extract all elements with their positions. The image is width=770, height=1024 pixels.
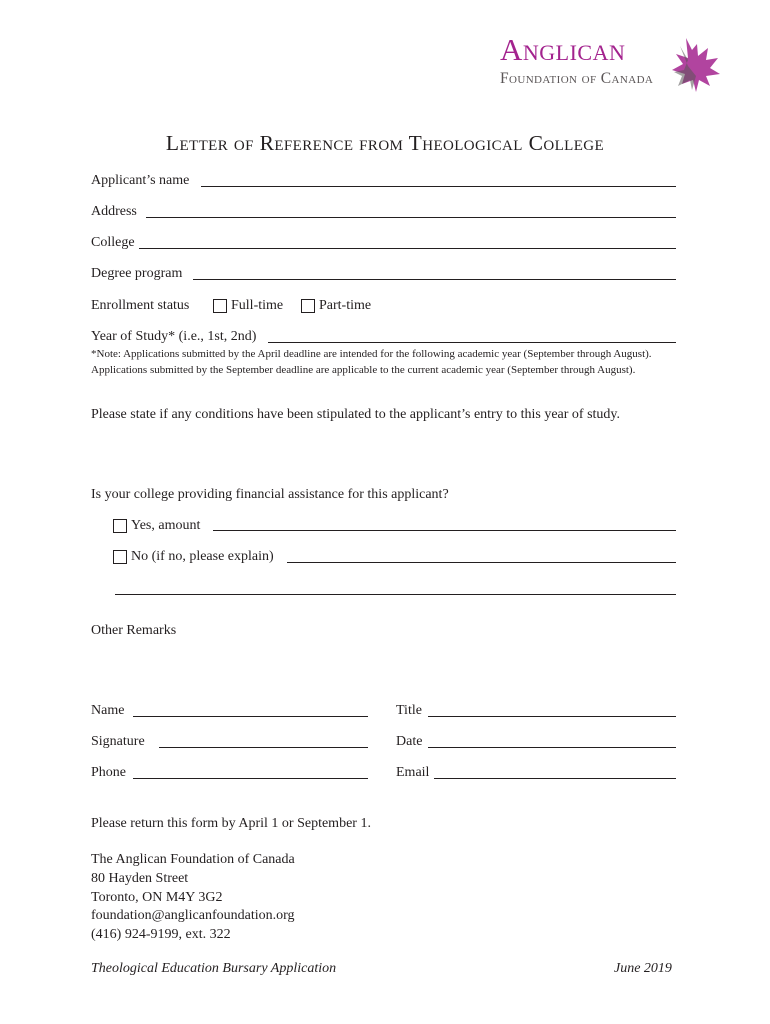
- applicant-name-field[interactable]: [201, 186, 676, 187]
- name-field[interactable]: [133, 716, 368, 717]
- signature-label: Signature: [91, 734, 145, 749]
- phone-label: Phone: [91, 765, 126, 780]
- phone-field[interactable]: [133, 778, 368, 779]
- maple-leaf-icon: [666, 32, 724, 96]
- full-time-label: Full-time: [231, 298, 284, 313]
- page-title: Letter of Reference from Theological College: [165, 131, 605, 155]
- part-time-checkbox[interactable]: [301, 299, 315, 313]
- year-of-study-field[interactable]: [268, 342, 676, 343]
- logo-wordmark: Anglican: [500, 32, 626, 67]
- date-label: Date: [396, 734, 423, 749]
- signature-field[interactable]: [159, 747, 368, 748]
- footer-date: June 2019: [614, 961, 672, 976]
- conditions-question: Please state if any conditions have been stipulated to the applicant’s entry to this year of study.: [91, 407, 621, 422]
- yes-checkbox[interactable]: [113, 519, 127, 533]
- college-label: College: [91, 235, 135, 250]
- no-explain-field-line2[interactable]: [115, 594, 676, 595]
- enrollment-status-label: Enrollment status: [91, 298, 190, 313]
- email-address[interactable]: foundation@anglicanfoundation.org: [91, 908, 295, 924]
- no-explain-field[interactable]: [287, 562, 676, 563]
- email-field[interactable]: [434, 778, 676, 779]
- logo-subtitle: Foundation of Canada: [500, 70, 654, 87]
- address-label: Address: [91, 204, 137, 219]
- address-line: Toronto, ON M4Y 3G2: [91, 889, 223, 905]
- applicant-name-label: Applicant’s name: [91, 173, 190, 188]
- full-time-checkbox[interactable]: [213, 299, 227, 313]
- phone-number: (416) 924-9199, ext. 322: [91, 927, 231, 943]
- other-remarks-label: Other Remarks: [91, 623, 177, 638]
- name-label: Name: [91, 703, 125, 718]
- part-time-label: Part-time: [319, 298, 372, 313]
- title-field[interactable]: [428, 716, 676, 717]
- degree-program-field[interactable]: [193, 279, 676, 280]
- anglican-foundation-logo: [494, 30, 734, 98]
- email-label: Email: [396, 765, 430, 780]
- no-explain-label: No (if no, please explain): [131, 549, 274, 564]
- college-field[interactable]: [139, 248, 676, 249]
- address-line: The Anglican Foundation of Canada: [91, 852, 295, 867]
- date-field[interactable]: [428, 747, 676, 748]
- address-field[interactable]: [146, 217, 676, 218]
- degree-program-label: Degree program: [91, 266, 183, 281]
- mailing-address: [91, 851, 295, 945]
- yes-amount-field[interactable]: [213, 530, 676, 531]
- yes-amount-label: Yes, amount: [131, 518, 201, 533]
- return-instruction: Please return this form by April 1 or September 1.: [91, 816, 371, 831]
- financial-assistance-question: Is your college providing financial assistance for this applicant?: [91, 487, 449, 502]
- footer-document-name: Theological Education Bursary Application: [91, 961, 337, 976]
- address-line: 80 Hayden Street: [91, 870, 189, 886]
- no-checkbox[interactable]: [113, 550, 127, 564]
- year-of-study-label: Year of Study* (i.e., 1st, 2nd): [91, 329, 257, 344]
- title-label: Title: [396, 703, 422, 718]
- deadline-note: *Note: Applications submitted by the April deadline are intended for the following academic year (September through August). Applications submitted by the September deadline are applicable to the current academic year (September through August).: [91, 348, 652, 376]
